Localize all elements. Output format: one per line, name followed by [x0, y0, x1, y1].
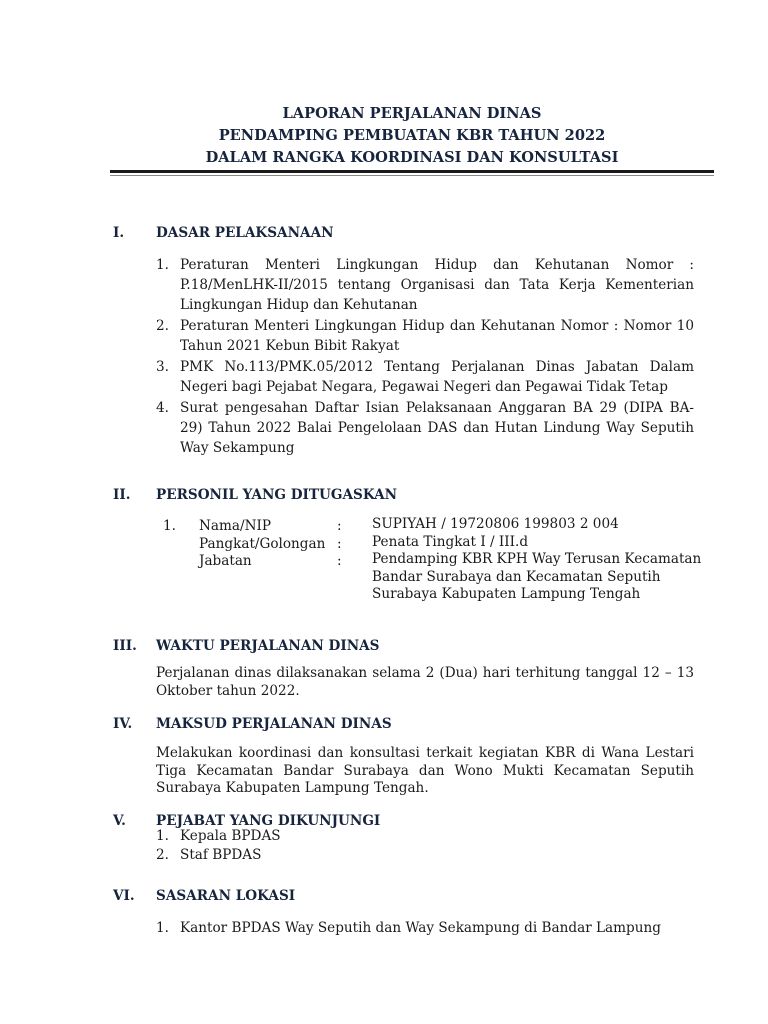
title-line-2: PENDAMPING PEMBUATAN KBR TAHUN 2022 — [218, 127, 606, 144]
document-title — [110, 103, 714, 169]
list-item: 1. Kepala BPDAS — [156, 828, 281, 844]
personnel-row-rank: Pangkat/Golongan : Penata Tingkat I / III.d — [199, 533, 529, 552]
list-item: 2. Peraturan Menteri Lingkungan Hidup dan Kehutanan Nomor : Nomor 10 Tahun 2021 Kebun Bibit Rakyat — [156, 318, 694, 354]
list-item: 1. Peraturan Menteri Lingkungan Hidup dan Kehutanan Nomor : P.18/MenLHK-II/2015 tentang Organisasi dan Tata Kerja Kementerian Lingkungan Hidup dan Kehutanan — [156, 257, 694, 313]
section-3-title: WAKTU PERJALANAN DINAS — [156, 638, 380, 654]
section-6-number: VI. — [113, 888, 135, 904]
personnel-row-name: 1. Nama/NIP : SUPIYAH / 19720806 199803 2 004 — [163, 516, 619, 534]
title-divider-shadow — [110, 175, 714, 176]
section-3-number: III. — [113, 638, 137, 654]
list-item: 3. PMK No.113/PMK.05/2012 Tentang Perjalanan Dinas Jabatan Dalam Negeri bagi Pejabat Negara, Pegawai Negeri dan Pegawai Tidak Tetap — [156, 359, 694, 395]
section-2-title: PERSONIL YANG DITUGASKAN — [156, 487, 398, 503]
personnel-row-position: Jabatan : Pendamping KBR KPH Way Terusan Kecamatan Bandar Surabaya dan Kecamatan Seputih Surabaya Kabupaten Lampung Tengah — [199, 551, 702, 602]
list-item: 2. Staf BPDAS — [156, 846, 262, 863]
section-4-number: IV. — [113, 716, 133, 732]
section-4-title: MAKSUD PERJALANAN DINAS — [156, 716, 392, 732]
section-6-list — [156, 918, 694, 939]
section-1-list — [156, 255, 694, 459]
title-line-3: DALAM RANGKA KOORDINASI DAN KONSULTASI — [205, 149, 619, 166]
section-3-text: Perjalanan dinas dilaksanakan selama 2 (Dua) hari terhitung tanggal 12 – 13 Oktober tahun 2022. — [156, 665, 694, 699]
section-5-number: V. — [113, 813, 126, 829]
section-4-text: Melakukan koordinasi dan konsultasi terkait kegiatan KBR di Wana Lestari Tiga Kecamatan Bandar Surabaya dan Wono Mukti Kecamatan Seputih Surabaya Kabupaten Lampung Tengah. — [156, 745, 694, 796]
section-1-number: I. — [113, 225, 125, 241]
section-5-list — [156, 828, 694, 865]
section-6-title: SASARAN LOKASI — [156, 888, 296, 904]
title-divider — [110, 170, 714, 173]
section-5-title: PEJABAT YANG DIKUNJUNGI — [156, 813, 381, 829]
title-line-1: LAPORAN PERJALANAN DINAS — [282, 105, 542, 122]
section-1-title: DASAR PELAKSANAAN — [156, 225, 334, 241]
list-item: 1. Kantor BPDAS Way Seputih dan Way Sekampung di Bandar Lampung — [156, 920, 661, 936]
personnel-table — [163, 516, 723, 602]
list-item: 4. Surat pengesahan Daftar Isian Pelaksanaan Anggaran BA 29 (DIPA BA-29) Tahun 2022 Balai Pengelolaan DAS dan Hutan Lindung Way Seputih Way Sekampung — [156, 400, 694, 456]
section-2-number: II. — [113, 487, 131, 503]
